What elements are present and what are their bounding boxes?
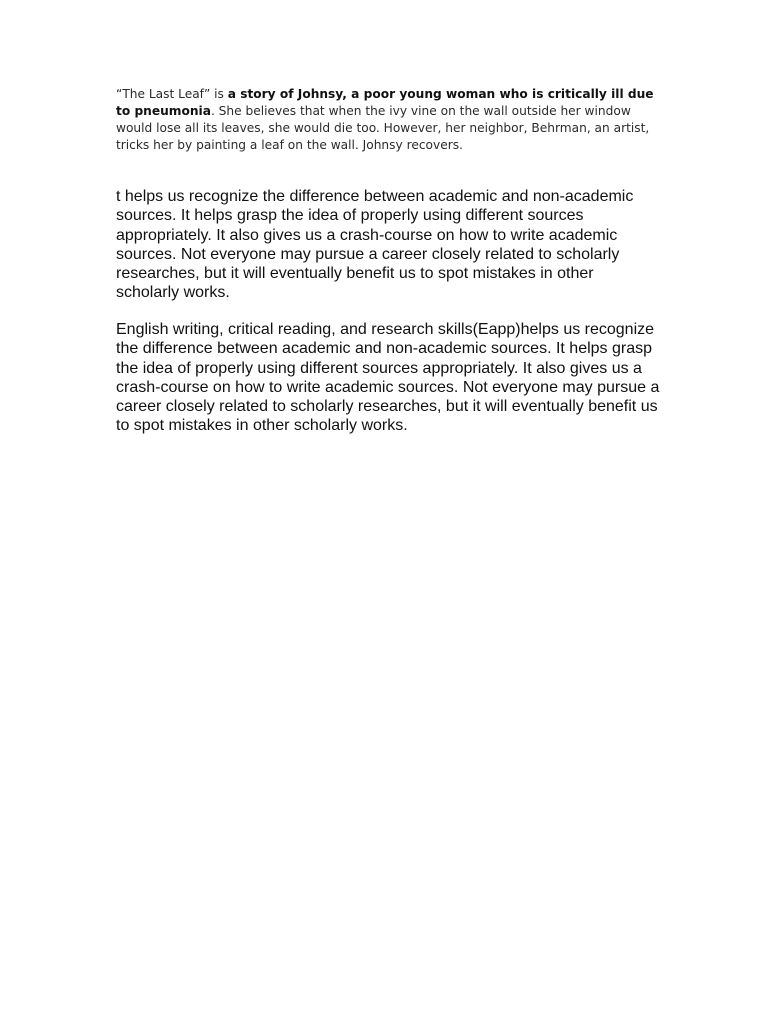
paragraph-academic-sources: t helps us recognize the difference between academic and non-academic sources. It helps grasp the idea of properly using different sources appropriately. It also gives us a crash-course on how to write academic sources. Not everyone may pursue a career closely related to scholarly researches, but it will eventually benefit us to spot mistakes in other scholarly works. — [116, 188, 634, 302]
paragraph1-bold-phrase: a story of Johnsy, a poor young woman who is critically ill due to pneumonia — [116, 87, 654, 118]
paragraph-last-leaf-summary — [116, 86, 656, 154]
paragraph-eapp: English writing, critical reading, and research skills(Eapp)helps us recognize the difference between academic and non-academic sources. It helps grasp the idea of properly using different sources appropriately. It also gives us a crash-course on how to write academic sources. Not everyone may pursue a career closely related to scholarly researches, but it will eventually benefit us to spot mistakes in other scholarly works. — [116, 321, 660, 435]
paragraph1-rest: . She believes that when the ivy vine on the wall outside her window would lose all its leaves, she would die too. However, her neighbor, Behrman, an artist, tricks her by painting a leaf on the wall. Johnsy recovers. — [116, 104, 650, 152]
paragraph1-intro: “The Last Leaf” is — [116, 87, 228, 101]
